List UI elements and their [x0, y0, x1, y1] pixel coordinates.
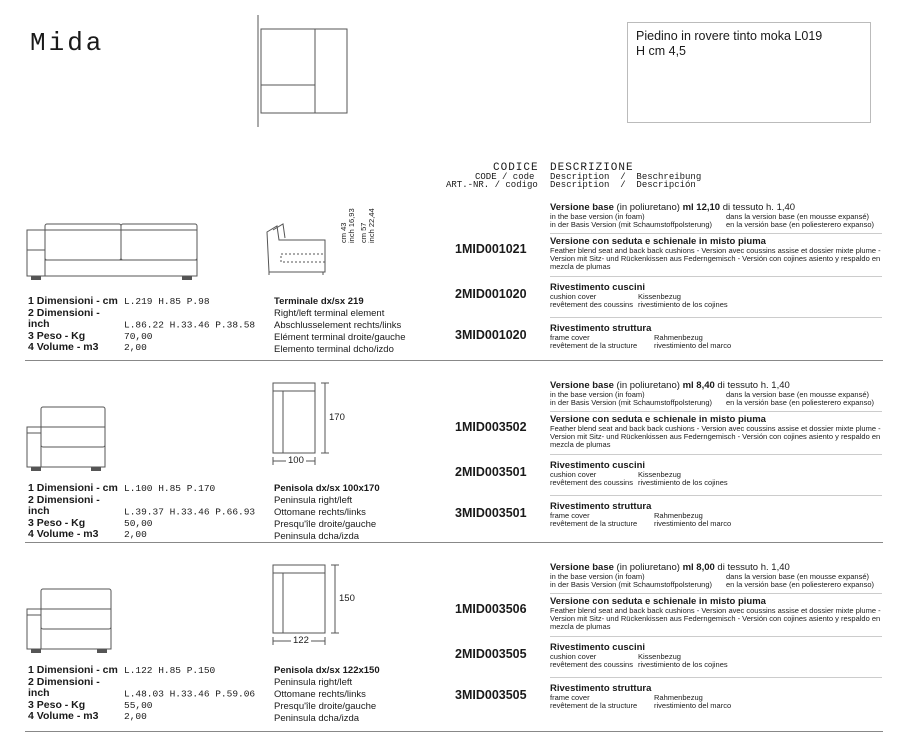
feather-version-block: Versione con seduta e schienale in misto piuma Feather blend seat and back back cushions - Version avec coussins assise et dossier mixte plume - Version mit Sitz- und Rückenkissen aus Federngemisch - Versión con cojines asiento y respaldo en mezcla de plumas	[550, 236, 881, 271]
note-line-1: Piedino in rovere tinto moka L019	[636, 29, 823, 43]
spec-dim-cm: 1 Dimensioni - cm L.100 H.85 P.170	[28, 482, 216, 494]
plan-width-label: 100	[288, 455, 304, 466]
note-line-2: H cm 4,5	[636, 44, 687, 58]
sofa-front-icon	[27, 407, 109, 473]
spec-peso: 3 Peso - Kg 50,00	[28, 516, 153, 529]
spec-dim-cm: 1 Dimensioni - cm L.122 H.85 P.150	[28, 664, 216, 676]
section-divider	[25, 542, 883, 543]
article-code-3: 3MID003501	[455, 506, 527, 520]
desc-divider	[550, 317, 882, 318]
cushion-cover-block: Rivestimento cuscini cushion cover Kissenbezug revêtement des coussins rivestimiento de los cojines	[550, 642, 728, 669]
element-description: Penisola dx/sx 100x170 Peninsula right/left Ottomane rechts/links Presqu'île droite/gauche Peninsula dcha/izda	[274, 483, 380, 542]
article-code-2: 2MID003501	[455, 465, 527, 479]
desc-divider	[550, 276, 882, 277]
base-version-block: Versione base (in poliuretano) ml 12,10 di tessuto h. 1,40 in the base version (in foam) dans la version base (en mousse expansé) in der Basis Version (mit Schaumstoffpolsterung) en la versión base (en poliesterero expanso)	[550, 202, 875, 229]
article-code-2: 2MID003505	[455, 647, 527, 661]
spec-dim-inch: 2 Dimensioni - inch L.86.22 H.33.46 P.38.58	[28, 306, 256, 330]
descrizione-header: DESCRIZIONE	[550, 162, 634, 174]
side-dims-depth: cm 57 inch 22,44	[359, 208, 376, 243]
element-title: Penisola dx/sx 122x150	[274, 665, 380, 676]
frame-cover-block: Rivestimento struttura frame cover Rahmenbezug revêtement de la structure rivestimiento del marco	[550, 501, 732, 528]
plan-view-icon	[273, 565, 365, 653]
cushion-cover-block: Rivestimento cuscini cushion cover Kissenbezug revêtement des coussins rivestimiento de los cojines	[550, 282, 728, 309]
code-subheader-1: CODE / code	[475, 172, 535, 182]
desc-divider	[550, 495, 882, 496]
plan-depth-label: 170	[329, 412, 345, 423]
spec-dim-inch: 2 Dimensioni - inch L.48.03 H.33.46 P.59.06	[28, 675, 256, 699]
spec-dim-cm: 1 Dimensioni - cm L.219 H.85 P.98	[28, 295, 210, 307]
article-code-3: 3MID003505	[455, 688, 527, 702]
spec-peso: 3 Peso - Kg 55,00	[28, 698, 153, 711]
side-dims-height: cm 43 inch 16,93	[339, 208, 356, 243]
desc-divider	[550, 677, 882, 678]
frame-cover-block: Rivestimento struttura frame cover Rahmenbezug revêtement de la structure rivestimiento del marco	[550, 683, 732, 710]
spec-volume: 4 Volume - m3 2,00	[28, 710, 147, 722]
section-divider	[25, 360, 883, 361]
plan-depth-label: 150	[339, 593, 355, 604]
sofa-front-icon	[27, 589, 115, 655]
desc-divider	[550, 411, 882, 412]
desc-subheader-2: Description / Descripción	[550, 180, 696, 190]
article-code-2: 2MID001020	[455, 287, 527, 301]
page-title: Mida	[30, 28, 105, 58]
element-description: Terminale dx/sx 219 Right/left terminal element Abschlusselement rechts/links Elément terminal droite/gauche Elemento terminal dcho/izdo	[274, 296, 406, 355]
spec-dim-inch: 2 Dimensioni - inch L.39.37 H.33.46 P.66.93	[28, 493, 256, 517]
base-version-block: Versione base (in poliuretano) ml 8,40 di tessuto h. 1,40 in the base version (in foam) dans la version base (en mousse expansé) in der Basis Version (mit Schaumstoffpolsterung) en la versión base (en poliesterero expanso)	[550, 380, 875, 407]
article-code-1: 1MID003502	[455, 420, 527, 434]
spec-volume: 4 Volume - m3 2,00	[28, 341, 147, 353]
spec-list	[28, 483, 255, 541]
feather-version-block: Versione con seduta e schienale in misto piuma Feather blend seat and back back cushions - Version avec coussins assise et dossier mixte plume - Version mit Sitz- und Rückenkissen aus Federngemisch - Versión con cojines asiento y respaldo en mezcla de plumas	[550, 596, 881, 631]
desc-divider	[550, 454, 882, 455]
article-code-3: 3MID001020	[455, 328, 527, 342]
sofa-front-icon	[27, 220, 199, 280]
desc-divider	[550, 233, 882, 234]
feather-version-block: Versione con seduta e schienale in misto piuma Feather blend seat and back back cushions - Version avec coussins assise et dossier mixte plume - Version mit Sitz- und Rückenkissen aus Federngemisch - Versión con cojines asiento y respaldo en mezcla de plumas	[550, 414, 881, 449]
spec-volume: 4 Volume - m3 2,00	[28, 528, 147, 540]
plan-width-label: 122	[293, 635, 309, 646]
spec-peso: 3 Peso - Kg 70,00	[28, 329, 153, 342]
element-description: Penisola dx/sx 122x150 Peninsula right/left Ottomane rechts/links Presqu'île droite/gauche Peninsula dcha/izda	[274, 665, 380, 724]
desc-divider	[550, 636, 882, 637]
sofa-side-icon	[265, 220, 335, 275]
codice-header: CODICE	[493, 162, 539, 174]
article-code-1: 1MID001021	[455, 242, 527, 256]
section-divider	[25, 731, 883, 732]
element-title: Penisola dx/sx 100x170	[274, 483, 380, 494]
element-title: Terminale dx/sx 219	[274, 296, 364, 307]
desc-divider	[550, 593, 882, 594]
article-code-1: 1MID003506	[455, 602, 527, 616]
corner-sofa-icon	[255, 15, 350, 130]
spec-list	[28, 665, 255, 723]
desc-subheader-1: Description / Beschreibung	[550, 172, 702, 182]
frame-cover-block: Rivestimento struttura frame cover Rahmenbezug revêtement de la structure rivestimiento del marco	[550, 323, 732, 350]
code-subheader-2: ART.-NR. / codigo	[446, 180, 538, 190]
cushion-cover-block: Rivestimento cuscini cushion cover Kissenbezug revêtement des coussins rivestimiento de los cojines	[550, 460, 728, 487]
spec-list	[28, 296, 255, 354]
note-box	[627, 22, 871, 123]
base-version-block: Versione base (in poliuretano) ml 8,00 di tessuto h. 1,40 in the base version (in foam) dans la version base (en mousse expansé) in der Basis Version (mit Schaumstoffpolsterung) en la versión base (en poliesterero expanso)	[550, 562, 875, 589]
